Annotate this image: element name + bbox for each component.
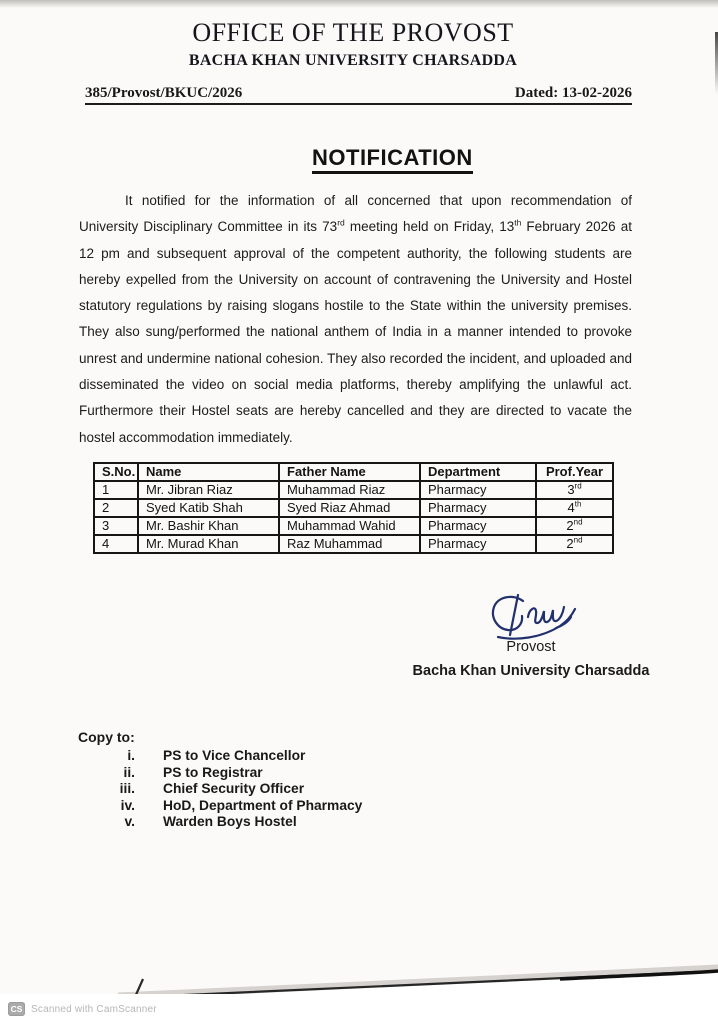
table-header-cell: S.No. — [94, 463, 138, 481]
table-header-cell: Name — [138, 463, 279, 481]
table-row — [94, 481, 613, 499]
table-cell: Pharmacy — [420, 481, 536, 499]
copy-to-item: iii. Chief Security Officer — [119, 781, 305, 797]
office-title: OFFICE OF THE PROVOST — [192, 18, 514, 47]
date-label: Dated: 13-02-2026 — [514, 85, 632, 101]
table-row — [94, 499, 613, 517]
table-cell: Pharmacy — [420, 517, 536, 535]
table-cell: Syed Riaz Ahmad — [279, 499, 420, 517]
copy-to-list — [78, 748, 498, 831]
university-name: BACHA KHAN UNIVERSITY CHARSADDA — [188, 52, 518, 69]
table-cell: Muhammad Wahid — [279, 517, 420, 535]
reference-number: 385/Provost/BKUC/2026 — [85, 85, 243, 101]
table-header-cell: Prof.Year — [536, 463, 613, 481]
signature-scribble — [486, 592, 580, 642]
copy-to-item: i. PS to Vice Chancellor — [127, 748, 306, 763]
table-body — [94, 481, 613, 553]
table-header-cell: Department — [420, 463, 536, 481]
notification-heading-wrap — [312, 145, 473, 171]
copy-to-item: iv. HoD, Department of Pharmacy — [120, 797, 363, 813]
table-cell: Syed Katib Shah — [138, 499, 279, 517]
students-table — [93, 462, 614, 554]
table-cell: Pharmacy — [420, 499, 536, 517]
table-cell-prof-year: 3rd — [536, 481, 613, 499]
copy-to-item: v. Warden Boys Hostel — [124, 814, 297, 830]
copy-to-item: ii. PS to Registrar — [123, 764, 263, 780]
table-cell: 4 — [94, 535, 138, 553]
table-cell: Raz Muhammad — [279, 535, 420, 553]
table-header-row — [94, 463, 613, 481]
copy-to-label: Copy to: — [78, 729, 135, 745]
table-cell: 3 — [94, 517, 138, 535]
table-cell: Mr. Jibran Riaz — [138, 481, 279, 499]
reference-row — [85, 85, 632, 105]
table-cell-prof-year: 2nd — [536, 517, 613, 535]
scan-edge-top — [0, 0, 718, 8]
table-cell-prof-year: 2nd — [536, 535, 613, 553]
copy-to-block — [78, 729, 498, 831]
table-cell: Muhammad Riaz — [279, 481, 420, 499]
body-paragraph: It notified for the information of all concerned that upon recommendation of University Disciplinary Committee in its 73rd meeting held on Friday, 13th February 2026 at 12 pm and subsequent approval of the competent authority, the following students are hereby expelled from the University on account of contravening the University and Hostel statutory regulations by raising slogans hostile to the State within the university premises. They also sung/performed the national anthem of India in a manner intended to provoke unrest and undermine national cohesion. They also recorded the incident, and uploaded and disseminated the video on social media platforms, thereby amplifying the unlawful act. Furthermore their Hostel seats are hereby cancelled and they are directed to vacate the hostel accommodation immediately. — [79, 193, 632, 445]
table-header-cell: Father Name — [279, 463, 420, 481]
scanner-watermark — [0, 994, 718, 1024]
signature-title: Provost — [506, 639, 556, 655]
table-cell: Mr. Murad Khan — [138, 535, 279, 553]
scanner-watermark-text: Scanned with CamScanner — [31, 1003, 157, 1015]
table-cell: 1 — [94, 481, 138, 499]
table-cell: 2 — [94, 499, 138, 517]
signature-organization: Bacha Khan University Charsadda — [412, 663, 650, 679]
table-cell-prof-year: 4th — [536, 499, 613, 517]
table-row — [94, 535, 613, 553]
table-cell: Pharmacy — [420, 535, 536, 553]
table-row — [94, 517, 613, 535]
table-cell: Mr. Bashir Khan — [138, 517, 279, 535]
notification-heading: NOTIFICATION — [312, 145, 473, 174]
camscanner-badge-icon: CS — [8, 1002, 25, 1016]
